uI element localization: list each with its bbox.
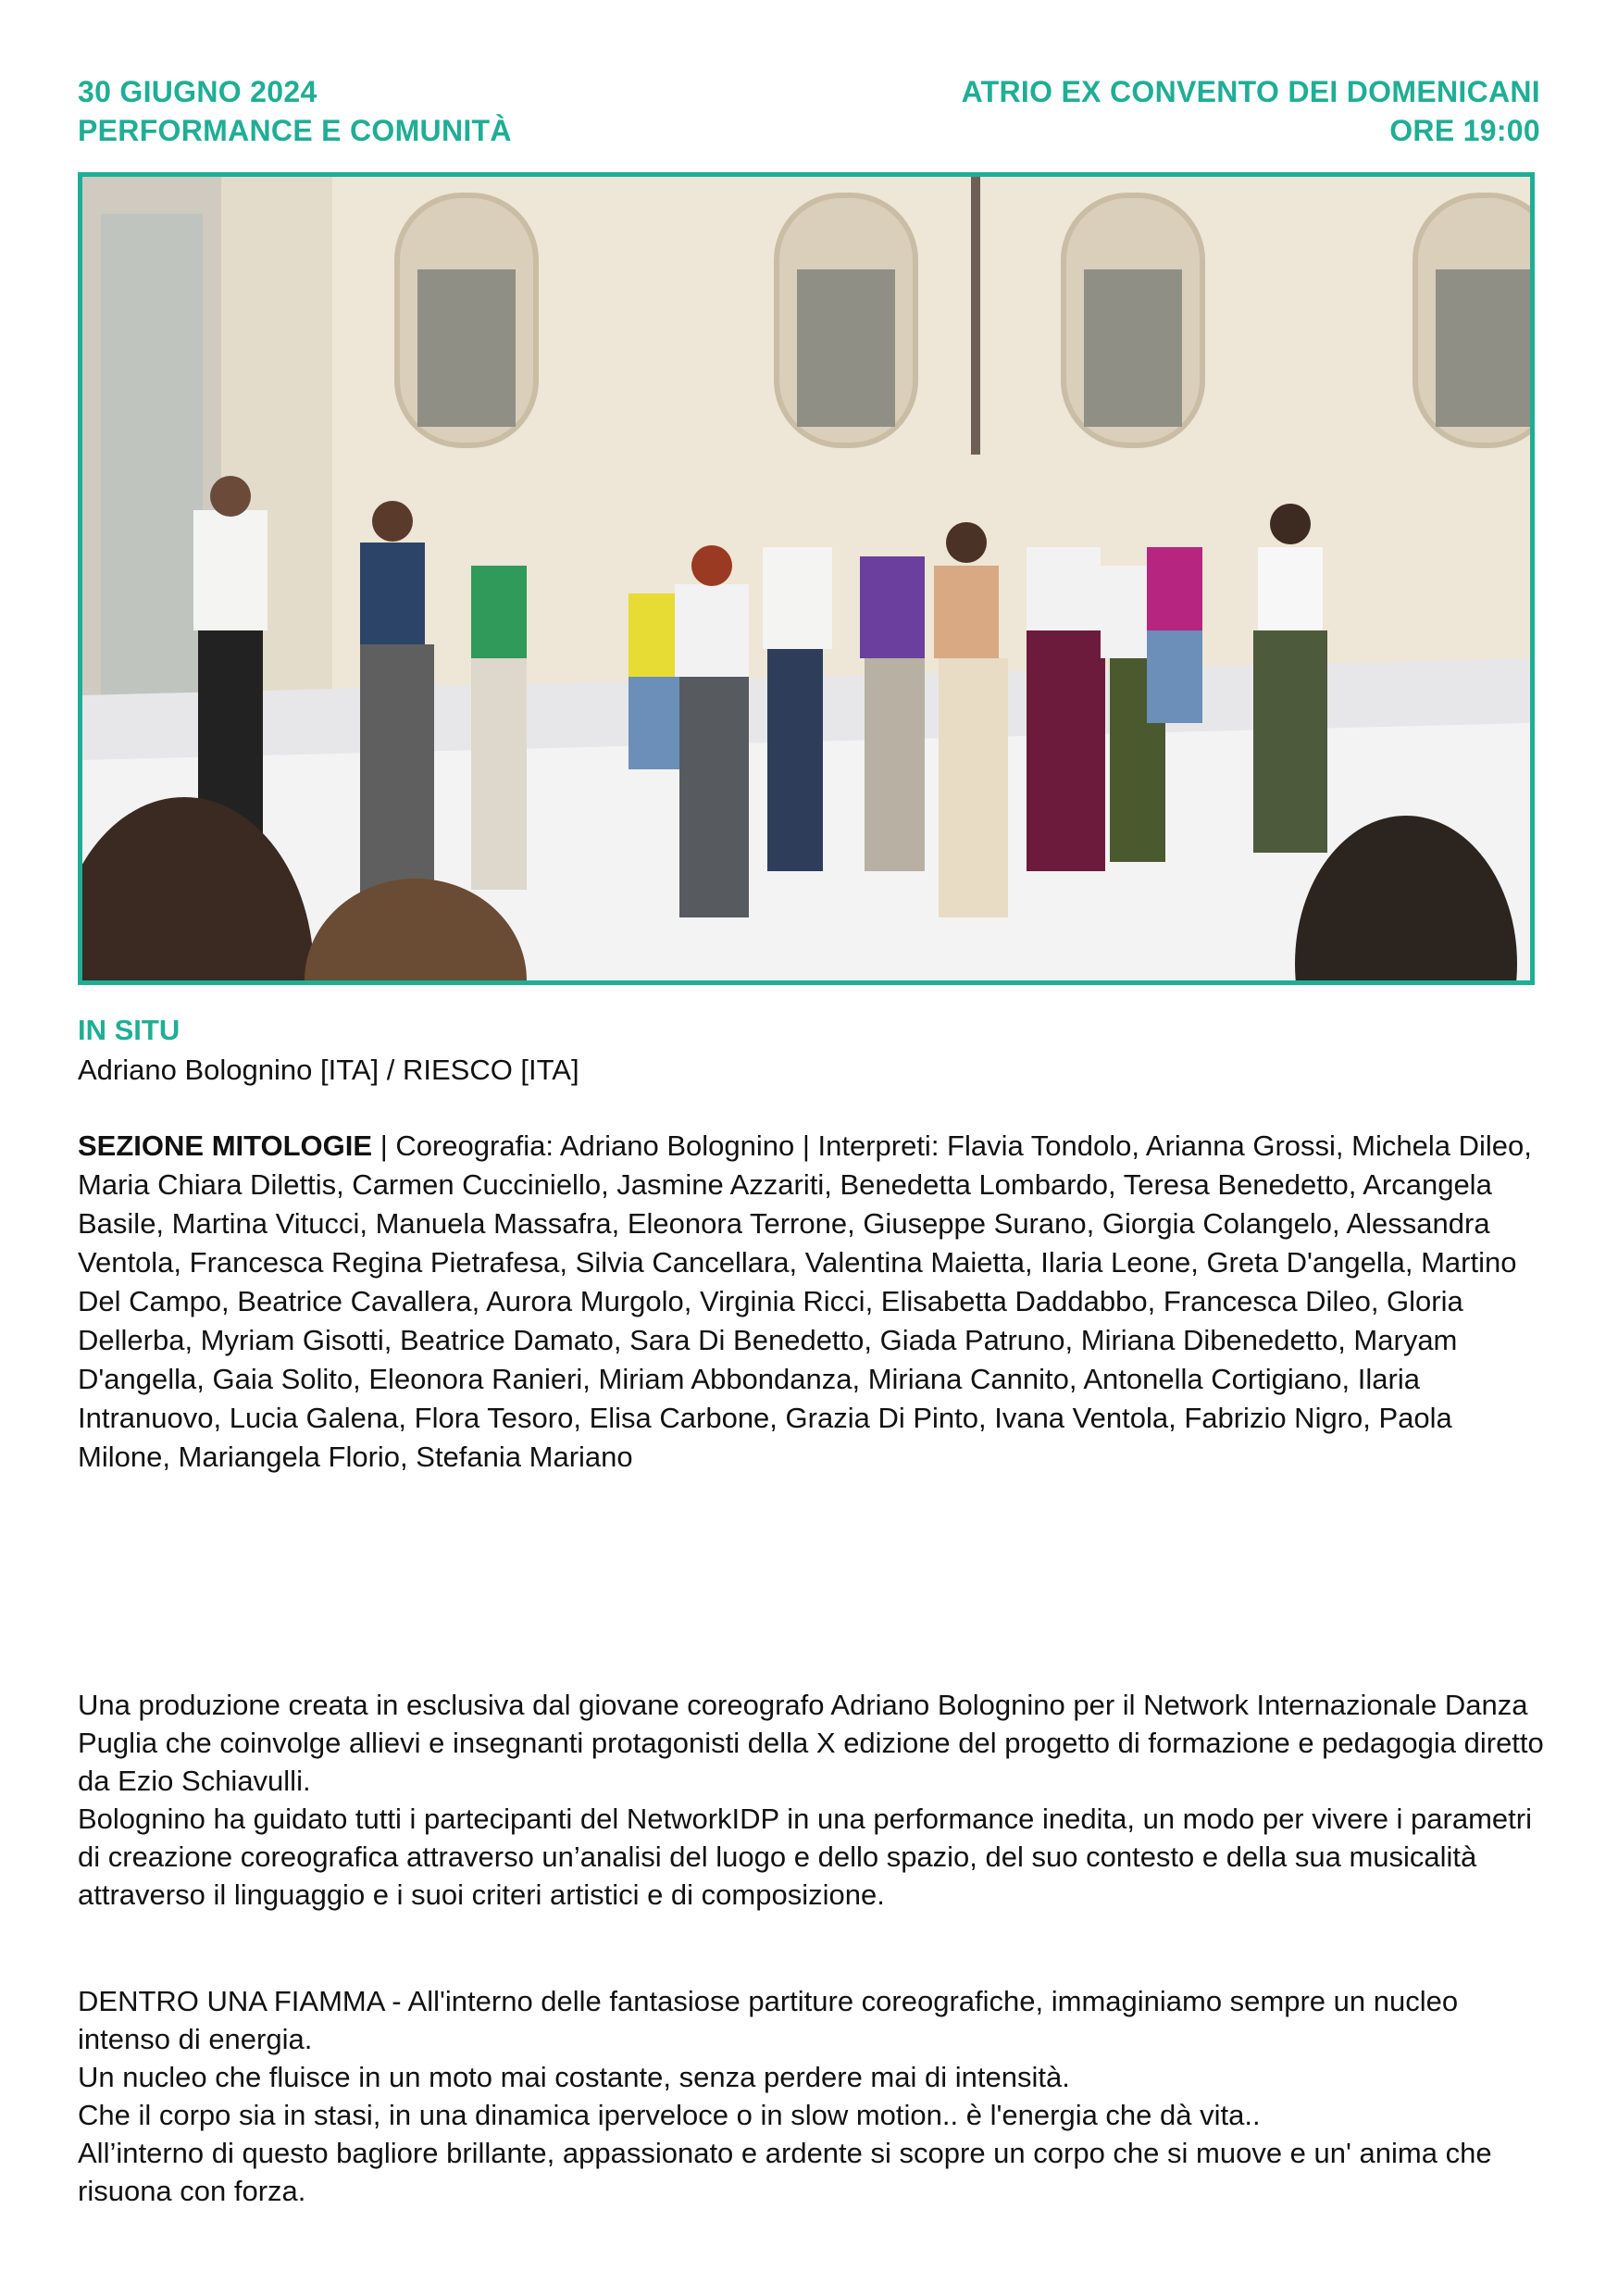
description-intro: [78, 1686, 1550, 1914]
description-paragraph: DENTRO UNA FIAMMA - All'interno delle fantasiose partiture coreografiche, immaginiamo sempre un nucleo intenso di energia.: [78, 1985, 1459, 2055]
description-paragraph: Un nucleo che fluisce in un moto mai costante, senza perdere mai di intensità.: [78, 2061, 1070, 2093]
event-time: ORE 19:00: [1389, 114, 1540, 147]
event-subtitle: Adriano Bolognino [ITA] / RIESCO [ITA]: [78, 1054, 579, 1086]
credits-text: | Coreografia: Adriano Bolognino | Interpreti: Flavia Tondolo, Arianna Grossi, Michela Dileo, Maria Chiara Dilettis, Carmen Cucciniello, Jasmine Azzariti, Benedetta Lombardo, Teresa Benedetto, Arcangela Basile, Martina Vitucci, Manuela Massafra, Eleonora Terrone, Giuseppe Surano, Giorgia Colangelo, Alessandra Ventola, Francesca Regina Pietrafesa, Silvia Cancellara, Valentina Maietta, Ilaria Leone, Greta D'angella, Martino Del Campo, Beatrice Cavallera, Aurora Murgolo, Virginia Ricci, Elisabetta Daddabbo, Francesca Dileo, Gloria Dellerba, Myriam Gisotti, Beatrice Damato, Sara Di Benedetto, Giada Patruno, Miriana Dibenedetto, Maryam D'angella, Gaia Solito, Eleonora Ranieri, Miriam Abbondanza, Miriana Cannito, Antonella Cortigiano, Ilaria Intranuovo, Lucia Galena, Flora Tesoro, Elisa Carbone, Grazia Di Pinto, Ivana Ventola, Fabrizio Nigro, Paola Milone, Mariangela Florio, Stefania Mariano: [78, 1129, 1532, 1473]
description-paragraph: Che il corpo sia in stasi, in una dinamica iperveloce o in slow motion.. è l'energia che dà vita..: [78, 2099, 1261, 2131]
header-right: [962, 72, 1540, 150]
event-category: PERFORMANCE E COMUNITÀ: [78, 114, 512, 147]
performance-photo: [78, 172, 1535, 985]
event-title: IN SITU: [78, 1014, 180, 1046]
event-date: 30 GIUGNO 2024: [78, 75, 317, 108]
credits: [78, 1127, 1550, 1477]
description-paragraph: Una produzione creata in esclusiva dal giovane coreografo Adriano Bolognino per il Network Internazionale Danza Puglia che coinvolge allievi e insegnanti protagonisti della X edizione del progetto di formazione e pedagogia diretto da Ezio Schiavulli.: [78, 1689, 1544, 1797]
dancers-illustration: [82, 177, 1530, 980]
event-venue: ATRIO EX CONVENTO DEI DOMENICANI: [961, 75, 1540, 108]
description-paragraph: All’interno di questo bagliore brillante, appassionato e ardente si scopre un corpo che si muove e un' anima che risuona con forza.: [78, 2137, 1492, 2207]
description-paragraph: Bolognino ha guidato tutti i partecipanti del NetworkIDP in una performance inedita, un modo per vivere i parametri di creazione coreografica attraverso un’analisi del luogo e dello spazio, del suo contesto e della sua musicalità attraverso il linguaggio e i suoi criteri artistici e di composizione.: [78, 1803, 1532, 1911]
header-left: [78, 72, 512, 150]
description-concept: [78, 1982, 1550, 2210]
section-label: SEZIONE MITOLOGIE: [78, 1129, 373, 1162]
